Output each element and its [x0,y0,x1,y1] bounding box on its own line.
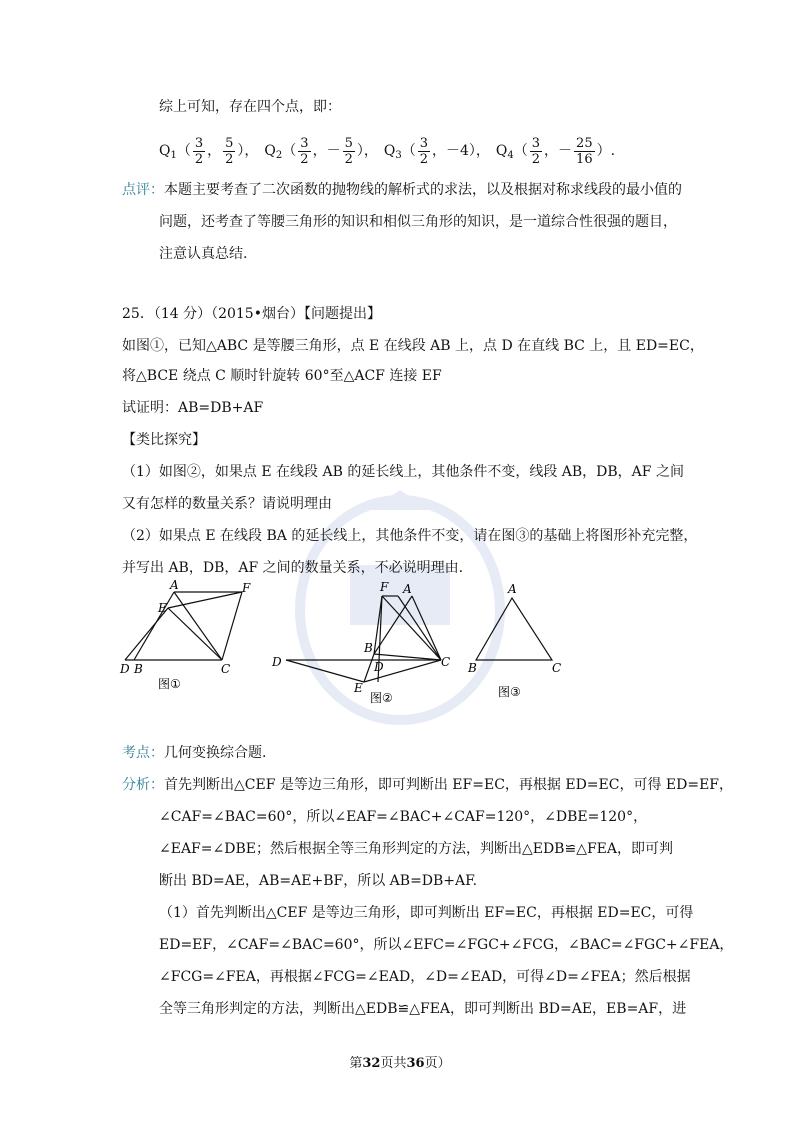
analysis-line-5: （1）首先判断出△CEF 是等边三角形，即可判断出 EF=EC，再根据 ED=EC，可得 [159,905,694,921]
problem-line-1: 如图①，已知△ABC 是等腰三角形，点 E 在线段 AB 上，点 D 在直线 BC 上，且 ED=EC， [122,338,704,354]
comment-line-3: 注意认真总结. [159,246,248,262]
fig1-caption: 图① [158,677,181,691]
q-point-y-fraction: $\frac{5}{2}$ [344,135,353,167]
kaodian-label: 考点： [122,745,164,761]
fig1-label-f: F [242,581,251,595]
figure-3 [466,580,566,700]
analysis-line-6: ED=EF，∠CAF=∠BAC=60°，所以∠EFC=∠FGC+∠FCG，∠BAC=∠FGC+∠FEA， [159,937,734,953]
fig3-label-c: C [552,661,562,675]
problem-line-8: 并写出 AB，DB，AF 之间的数量关系，不必说明理由. [122,560,464,576]
fig3-caption: 图③ [498,685,521,699]
kaodian-line: 考点：几何变换综合题. [122,745,267,761]
problem-line-6: 又有怎样的数量关系？请说明理由 [122,496,332,512]
fig1-label-c: C [221,662,231,676]
analysis-line-8: 全等三角形判定的方法，判断出△EDB≌△FEA，即可判断出 BD=AE，EB=AF，进 [159,1001,687,1017]
problem-header: 25．（14 分）（2015•烟台）【问题提出】 [122,306,381,322]
summary-line: 综上可知，存在四个点，即： [159,99,341,115]
figure-2 [268,574,460,706]
page-total: 36 [406,1056,425,1071]
q-point-x-fraction: $\frac{3}{2}$ [531,135,541,167]
problem-line-4: 【类比探究】 [122,432,206,448]
q-point-y-fraction: $\frac{5}{2}$ [225,135,234,167]
q-point-2: $Q_2$（ $\frac{3}{2}$ ，－ $\frac{5}{2}$ ）， [264,135,378,167]
comment-line-2: 问题，还考查了等腰三角形的知识和相似三角形的知识，是一道综合性很强的题目， [159,214,677,230]
q-point-y-fraction: $\frac{25}{16}$ [576,135,593,167]
fig2-label-e: E [354,681,363,695]
problem-line-5: （1）如图②，如果点 E 在线段 AB 的延长线上，其他条件不变，线段 AB，DB，AF 之间 [122,464,684,480]
comment-label: 点评： [122,182,164,198]
fig1-label-d: D [120,662,130,676]
fig3-label-a: A [508,582,517,596]
fig2-label-f: F [380,580,389,594]
analysis-line-4: 断出 BD=AE，AB=AE+BF，所以 AB=DB+AF. [159,873,478,889]
q-points-line [159,131,621,171]
fig1-label-b: B [134,662,143,676]
analysis-label: 分析： [122,777,164,793]
q-point-4: $Q_4$（ $\frac{3}{2}$ ，－ $\frac{25}{16}$ ）. [495,135,616,167]
fig3-label-b: B [468,661,477,675]
fig2-label-d: D [374,660,384,674]
q-point-x-fraction: $\frac{3}{2}$ [300,135,309,167]
problem-line-3: 试证明：AB=DB+AF [122,400,264,416]
q-point-3: $Q_3$（ $\frac{3}{2}$ ，－4）， [383,135,490,167]
fig2-label-c: C [441,655,451,669]
fig1-label-a: A [170,580,179,592]
q-point-1: $Q_1$（ $\frac{3}{2}$ ， $\frac{5}{2}$ ）， [159,135,259,167]
figure-1 [118,580,260,692]
problem-line-7: （2）如果点 E 在线段 BA 的延长线上，其他条件不变，请在图③的基础上将图形补充完整， [122,528,698,544]
page-number: 32 [362,1056,381,1071]
fig1-label-e: E [158,601,167,615]
fig2-label-b: B [364,641,373,655]
comment-line-1: 点评：本题主要考查了二次函数的抛物线的解析式的求法，以及根据对称求线段的最小值的 [122,182,682,198]
fig2-label-a: A [403,582,412,596]
q-point-x-fraction: $\frac{3}{2}$ [194,135,204,167]
fig2-caption: 图② [370,691,393,705]
fig2-label-d-left: D [272,655,282,669]
analysis-line-1: 分析：首先判断出△CEF 是等边三角形，即可判断出 EF=EC，再根据 ED=EC，可得 ED=EF， [122,777,734,793]
problem-line-2: 将△BCE 绕点 C 顺时针旋转 60°至△ACF 连接 EF [122,368,442,384]
page-footer: 第32页共36页） [349,1056,451,1071]
analysis-line-7: ∠FCG=∠FEA，再根据∠FCG=∠EAD，∠D=∠EAD，可得∠D=∠FEA；然后根据 [159,969,691,985]
analysis-line-3: ∠EAF=∠DBE；然后根据全等三角形判定的方法，判断出△EDB≌△FEA，即可判 [159,841,674,857]
q-point-x-fraction: $\frac{3}{2}$ [419,135,428,167]
analysis-line-2: ∠CAF=∠BAC=60°，所以∠EAF=∠BAC+∠CAF=120°，∠DBE=120°， [159,809,648,825]
